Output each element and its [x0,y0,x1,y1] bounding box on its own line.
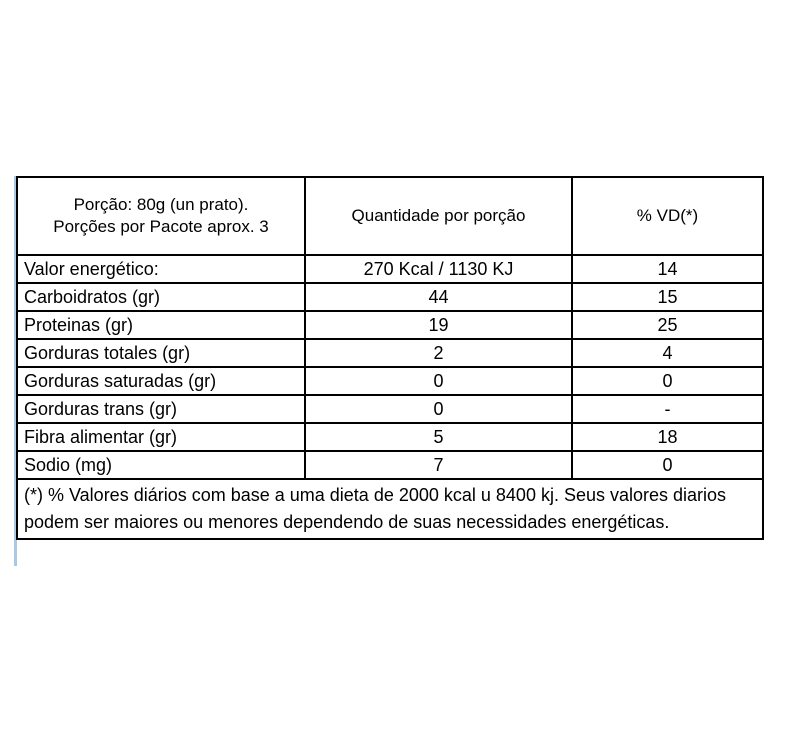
table-row [17,311,763,339]
vd-header-cell: % VD(*) [572,177,763,255]
table-row [17,255,763,283]
nutrient-name: Valor energético: [17,255,305,283]
nutrient-quantity: 19 [305,311,572,339]
nutrient-vd: 14 [572,255,763,283]
nutrient-name: Gorduras saturadas (gr) [17,367,305,395]
footnote-row [17,479,763,539]
table-row [17,283,763,311]
nutrient-name: Gorduras totales (gr) [17,339,305,367]
quantity-header-cell: Quantidade por porção [305,177,572,255]
nutrient-quantity: 2 [305,339,572,367]
nutrient-vd: - [572,395,763,423]
table-row [17,423,763,451]
table-row [17,339,763,367]
nutrient-quantity: 0 [305,395,572,423]
portion-header-cell [17,177,305,255]
table-row [17,451,763,479]
nutrient-name: Gorduras trans (gr) [17,395,305,423]
footnote-text: (*) % Valores diários com base a uma dieta de 2000 kcal u 8400 kj. Seus valores diarios podem ser maiores ou menores dependendo de suas necessidades energéticas. [17,479,763,539]
nutrient-quantity: 270 Kcal / 1130 KJ [305,255,572,283]
table-header-row [17,177,763,255]
nutrient-vd: 4 [572,339,763,367]
nutrient-name: Fibra alimentar (gr) [17,423,305,451]
nutrient-quantity: 5 [305,423,572,451]
nutrient-name: Sodio (mg) [17,451,305,479]
nutrient-vd: 0 [572,367,763,395]
nutrient-quantity: 7 [305,451,572,479]
nutrient-vd: 15 [572,283,763,311]
nutrient-vd: 25 [572,311,763,339]
nutrient-name: Proteinas (gr) [17,311,305,339]
portion-size-text: Porção: 80g (un prato). [73,195,249,214]
nutrient-vd: 0 [572,451,763,479]
nutrient-name: Carboidratos (gr) [17,283,305,311]
table-row [17,395,763,423]
portions-per-pack-text: Porções por Pacote aprox. 3 [53,217,269,236]
nutrition-facts-table [16,176,764,540]
table-row [17,367,763,395]
nutrient-vd: 18 [572,423,763,451]
nutrient-quantity: 44 [305,283,572,311]
nutrient-quantity: 0 [305,367,572,395]
